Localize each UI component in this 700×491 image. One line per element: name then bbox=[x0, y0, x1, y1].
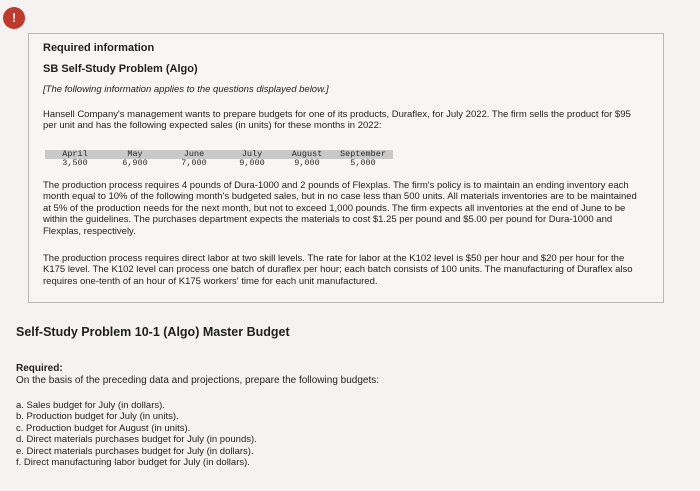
budget-list bbox=[16, 400, 257, 468]
units-cell: 5,000 bbox=[350, 158, 376, 168]
required-information-title: Required information bbox=[43, 42, 155, 54]
required-instructions: On the basis of the preceding data and projections, prepare the following budgets: bbox=[16, 375, 380, 386]
info-note: [The following information applies to the questions displayed below.] bbox=[43, 84, 329, 95]
direct-labor-paragraph: The production process requires direct labor at two skill levels. The rate for labor at the K102 level is $50 per hour and $20 per hour for the K175 level. The K102 level can process one batch of duraflex per hour; each batch consists of 100 units. The manufacturing of Duraflex also requires one-tenth of an hour of K175 workers' time for each unit manufactured. bbox=[43, 253, 633, 287]
month-header: August bbox=[281, 150, 333, 159]
list-item: a. Sales budget for July (in dollars). bbox=[16, 400, 165, 411]
list-item: b. Production budget for July (in units). bbox=[16, 411, 179, 423]
month-header: July bbox=[223, 150, 281, 159]
units-cell: 3,500 bbox=[62, 158, 88, 168]
list-item: e. Direct materials purchases budget for July (in dollars). bbox=[16, 445, 254, 457]
list-item: d. Direct materials purchases budget for July (in pounds). bbox=[16, 434, 257, 446]
month-header: May bbox=[105, 150, 165, 159]
alert-icon: ! bbox=[3, 7, 25, 29]
sales-table-header-row bbox=[45, 150, 393, 159]
production-materials-paragraph: The production process requires 4 pounds of Dura-1000 and 2 pounds of Flexplas. The firm's policy is to maintain an ending inventory each month equal to 10% of the following month's budgeted sales, but in no case less than 500 units. All materials inventories are to be maintained at 5% of the production needs for the next month, but not to exceed 1,000 pounds. The firm expects all inventories at the end of June to be within the guidelines. The purchases department expects the materials to cost $1.25 per pound and $5.00 per pound for Dura-1000 and Flexplas, respectively. bbox=[43, 180, 637, 237]
expected-sales-table bbox=[45, 150, 393, 168]
units-cell: 9,000 bbox=[239, 158, 265, 168]
units-cell: 6,900 bbox=[122, 158, 148, 168]
month-header: June bbox=[165, 150, 223, 159]
self-study-problem-title: Self-Study Problem 10-1 (Algo) Master Budget bbox=[16, 325, 290, 339]
required-label: Required: bbox=[16, 363, 63, 374]
sales-table-units-row bbox=[45, 159, 393, 168]
intro-paragraph: Hansell Company's management wants to prepare budgets for one of its products, Duraflex, for July 2022. The firm sells the product for $95 per unit and has the following expected sales (in units) for these months in 2022: bbox=[43, 109, 631, 132]
list-item: f. Direct manufacturing labor budget for July (in dollars). bbox=[16, 457, 250, 469]
month-header: September bbox=[333, 150, 393, 159]
month-header: April bbox=[45, 150, 105, 159]
required-information-box bbox=[28, 33, 664, 303]
units-cell: 9,000 bbox=[294, 158, 320, 168]
problem-subtitle: SB Self-Study Problem (Algo) bbox=[43, 63, 198, 75]
units-cell: 7,000 bbox=[181, 158, 207, 168]
list-item: c. Production budget for August (in units). bbox=[16, 422, 191, 434]
